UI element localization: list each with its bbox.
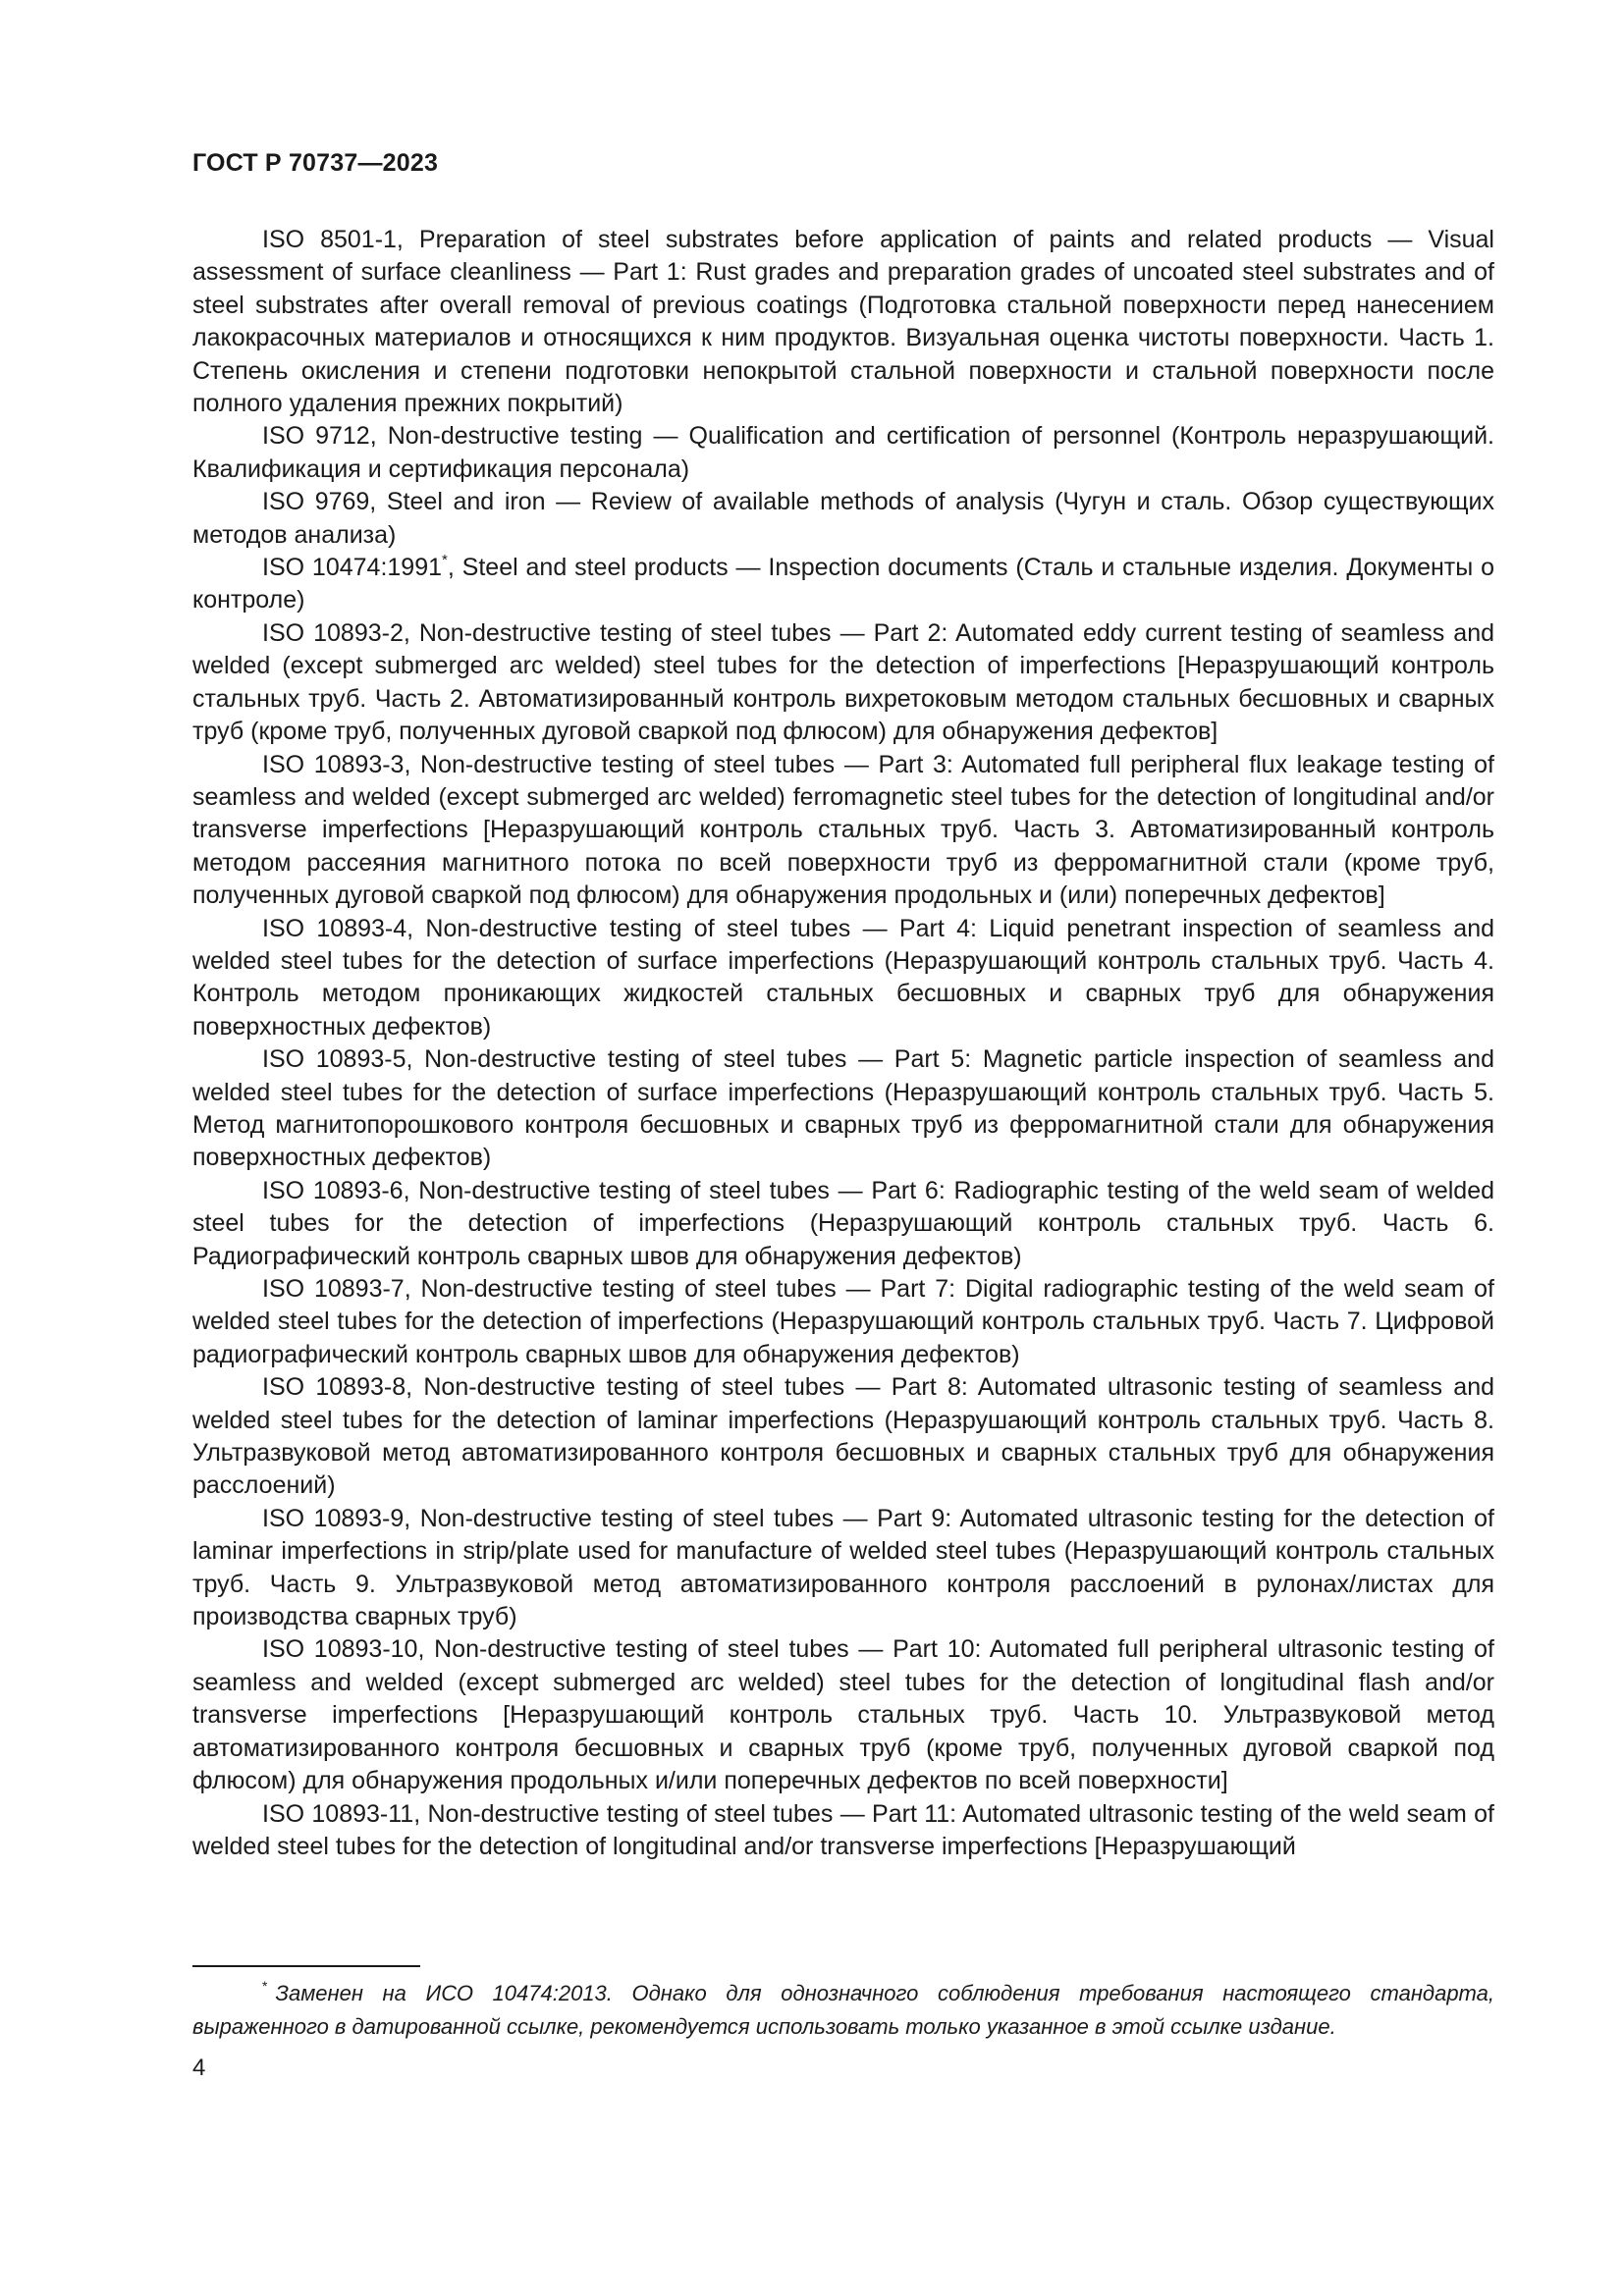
reference-iso-9769: ISO 9769, Steel and iron — Review of available methods of analysis (Чугун и сталь. Обзор существующих методов анализа) xyxy=(192,488,1494,549)
page-number: 4 xyxy=(192,2055,206,2081)
footnote xyxy=(192,1978,1494,2042)
reference-iso-8501-1: ISO 8501-1, Preparation of steel substrates before application of paints and related products — Visual assessment of surface cleanliness — Part 1: Rust grades and preparation grades of uncoated steel substrates and of steel substrates after overall removal of previous coatings (Подготовка стальной поверхности перед нанесением лакокрасочных материалов и относящихся к ним продуктов. Визуальная оценка чистоты поверхности. Часть 1. Степень окисления и степени подготовки непокрытой стальной поверхности и стальной поверхности после полного удаления прежних покрытий) xyxy=(192,226,1494,418)
reference-iso-10893-3: ISO 10893-3, Non-destructive testing of steel tubes — Part 3: Automated full peripheral flux leakage testing of seamless and welded (except submerged arc welded) ferromagnetic steel tubes for the detection of longitudinal and/or transverse imperfections [Неразрушающий контроль стальных труб. Часть 3. Автоматизированный контроль методом рассеяния магнитного потока по всей поверхности труб из ферромагнитной стали (кроме труб, полученных дуговой сваркой под флюсом) для обнаружения продольных и (или) поперечных дефектов] xyxy=(192,750,1494,910)
reference-iso-10474-title: , Steel and steel products — Inspection documents (Сталь и стальные изделия. Документы о контроле) xyxy=(192,554,1494,614)
reference-iso-10893-8: ISO 10893-8, Non-destructive testing of steel tubes — Part 8: Automated ultrasonic testing of seamless and welded steel tubes for the detection of laminar imperfections (Неразрушающий контроль стальных труб. Часть 8. Ультразвуковой метод автоматизированного контроля бесшовных и сварных стальных труб для обнаружения расслоений) xyxy=(192,1373,1494,1500)
reference-iso-10893-5: ISO 10893-5, Non-destructive testing of steel tubes — Part 5: Magnetic particle inspection of seamless and welded steel tubes for the detection of surface imperfections (Неразрушающий контроль стальных труб. Часть 5. Метод магнитопорошкового контроля бесшовных и сварных труб из ферромагнитной стали для обнаружения поверхностных дефектов) xyxy=(192,1045,1494,1172)
reference-iso-10893-11: ISO 10893-11, Non-destructive testing of steel tubes — Part 11: Automated ultrasonic testing of the weld seam of welded steel tubes for the detection of longitudinal and/or transverse imperfections [Неразрушающий xyxy=(192,1799,1494,1860)
normative-references xyxy=(192,224,1494,1863)
reference-iso-10893-6: ISO 10893-6, Non-destructive testing of steel tubes — Part 6: Radiographic testing of the weld seam of welded steel tubes for the detection of imperfections (Неразрушающий контроль стальных труб. Часть 6. Радиографический контроль сварных швов для обнаружения дефектов) xyxy=(192,1176,1494,1270)
reference-iso-10474 xyxy=(192,552,1494,617)
standard-header: ГОСТ Р 70737—2023 xyxy=(192,149,439,177)
reference-iso-10474-code: ISO 10474:1991 xyxy=(262,554,443,582)
footnote-reference-mark[interactable]: * xyxy=(442,551,448,568)
footnote-mark: * xyxy=(262,1978,268,1994)
footnote-text: Заменен на ИСО 10474:2013. Однако для однозначного соблюдения требования настоящего стандарта, выраженного в датированной ссылке, рекомендуется использовать только указанное в этой ссылке издание. xyxy=(192,1981,1494,2039)
footnote-separator xyxy=(192,1965,420,1967)
reference-iso-10893-10: ISO 10893-10, Non-destructive testing of steel tubes — Part 10: Automated full peripheral ultrasonic testing of seamless and welded (except submerged arc welded) steel tubes for the detection of longitudinal flash and/or transverse imperfections [Неразрушающий контроль стальных труб. Часть 10. Ультразвуковой метод автоматизированного контроля бесшовных и сварных труб (кроме труб, полученных дуговой сваркой под флюсом) для обнаружения продольных и/или поперечных дефектов по всей поверхности] xyxy=(192,1635,1494,1795)
reference-iso-9712: ISO 9712, Non-destructive testing — Qualification and certification of personnel (Контроль неразрушающий. Квалификация и сертификация персонала) xyxy=(192,422,1494,483)
reference-iso-10893-9: ISO 10893-9, Non-destructive testing of steel tubes — Part 9: Automated ultrasonic testing for the detection of laminar imperfections in strip/plate used for manufacture of welded steel tubes (Неразрушающий контроль стальных труб. Часть 9. Ультразвуковой метод автоматизированного контроля расслоений в рулонах/листах для производства сварных труб) xyxy=(192,1504,1494,1631)
reference-iso-10893-7: ISO 10893-7, Non-destructive testing of steel tubes — Part 7: Digital radiographic testing of the weld seam of welded steel tubes for the detection of imperfections (Неразрушающий контроль стальных труб. Часть 7. Цифровой радиографический контроль сварных швов для обнаружения дефектов) xyxy=(192,1275,1494,1368)
reference-iso-10893-4: ISO 10893-4, Non-destructive testing of steel tubes — Part 4: Liquid penetrant inspection of seamless and welded steel tubes for the detection of surface imperfections (Неразрушающий контроль стальных труб. Часть 4. Контроль методом проникающих жидкостей стальных бесшовных и сварных труб для обнаружения поверхностных дефектов) xyxy=(192,914,1494,1041)
reference-iso-10893-2: ISO 10893-2, Non-destructive testing of steel tubes — Part 2: Automated eddy current testing of seamless and welded (except submerged arc welded) steel tubes for the detection of imperfections [Неразрушающий контроль стальных труб. Часть 2. Автоматизированный контроль вихретоковым методом стальных бесшовных и сварных труб (кроме труб, полученных дуговой сваркой под флюсом) для обнаружения дефектов] xyxy=(192,618,1494,746)
